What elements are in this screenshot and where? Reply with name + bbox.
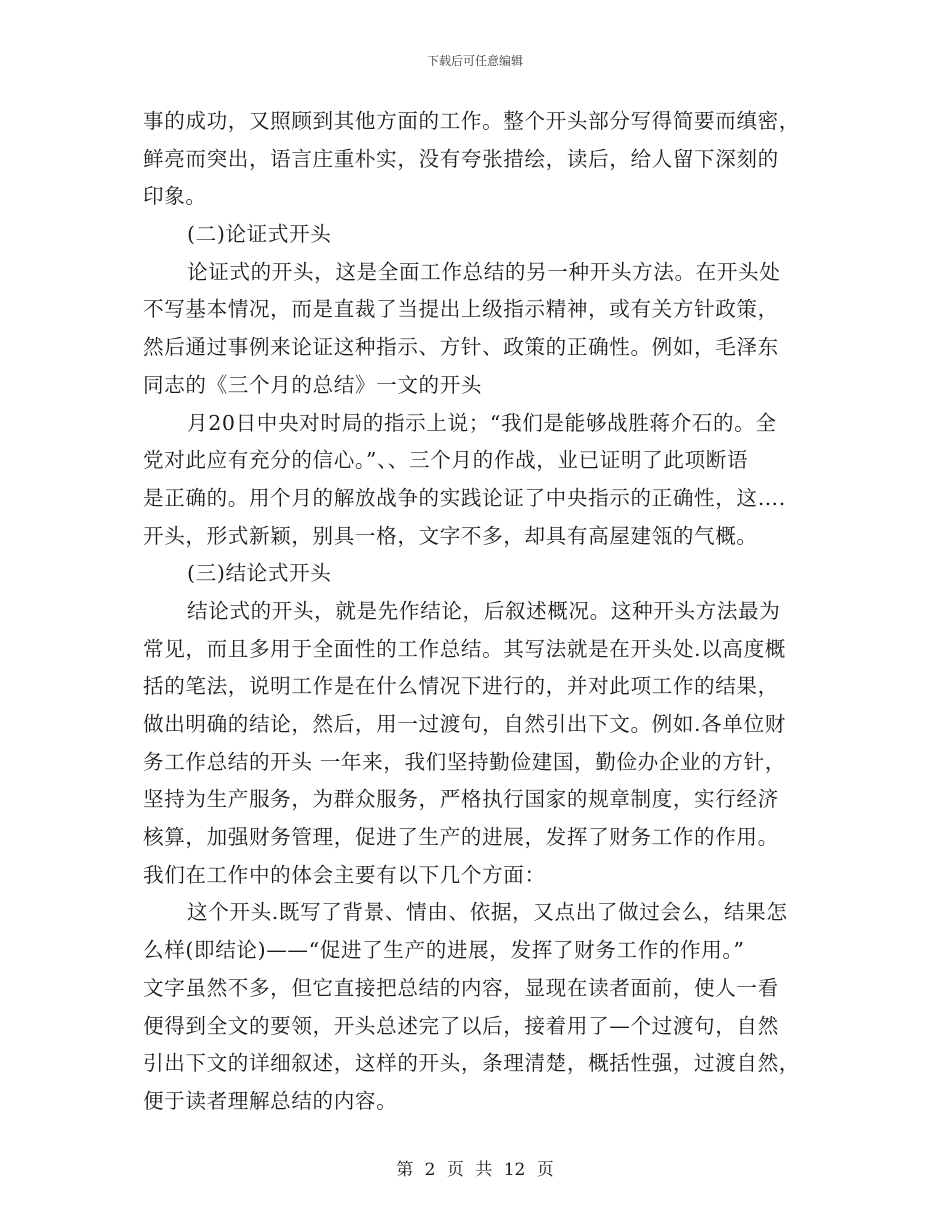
body-text [143, 103, 818, 1121]
text-line: 是正确的。用个月的解放战争的实践论证了中央指示的正确性，这…. [143, 485, 786, 510]
text-line: 不写基本情况，而是直裁了当提出上级指示精神，或有关方针政策， [143, 297, 779, 322]
text-line: 论证式的开头，这是全面工作总结的另一种开头方法。在开头处 [187, 259, 781, 284]
text-line: 我们在工作中的体会主要有以下几个方面： [143, 862, 546, 887]
text-line: 坚持为生产服务，为群众服务，严格执行国家的规章制度，实行经济 [143, 787, 779, 812]
text-line: 鲜亮而突出，语言庄重朴实，没有夸张措绘，读后，给人留下深刻的 [143, 146, 779, 171]
text-line: 这个开头.既写了背景、情由、依据，又点出了做过会么，结果怎 [187, 900, 788, 925]
text-line: 然后通过事例来论证这种指示、方针、政策的正确性。例如，毛泽东 [143, 335, 779, 360]
section-heading: (三)结论式开头 [187, 561, 332, 586]
text-line: 月20日中央对时局的指示上说；“我们是能够战胜蒋介石的。全 [187, 410, 777, 435]
text-line: 常见，而且多用于全面性的工作总结。其写法就是在开头处.以高度概 [143, 636, 786, 661]
page-number: 第 2 页 共 12 页 [396, 1160, 554, 1180]
text-line: 务工作总结的开头 一年来，我们坚持勤俭建国，勤俭办企业的方针， [143, 749, 786, 774]
text-line: 做出明确的结论，然后，用一过渡句，自然引出下文。例如.各单位财 [143, 712, 786, 736]
text-line: 印象。 [143, 184, 207, 209]
section-heading: (二)论证式开头 [187, 222, 332, 247]
text-line: 括的笔法，说明工作是在什么情况下进行的，并对此项工作的结果， [143, 674, 779, 699]
text-line: 事的成功，又照顾到其他方面的工作。整个开头部分写得简要而缜密， [143, 109, 801, 133]
text-line: 便于读者理解总结的内容。 [143, 1088, 398, 1113]
text-line: 核算，加强财务管理，促进了生产的进展，发挥了财务工作的作用。 [143, 825, 779, 850]
text-line: 么样(即结论)——“促进了生产的进展，发挥了财务工作的作用。” [143, 938, 745, 963]
text-line: 同志的《三个月的总结》一文的开头 [143, 372, 483, 397]
text-line: 党对此应有充分的信心。”、、三个月的作战，业已证明了此项断语 [143, 448, 749, 473]
text-line: 文字虽然不多，但它直接把总结的内容，显现在读者面前，使人一看 [143, 975, 779, 1000]
text-line: 结论式的开头，就是先作结论，后叙述概况。这种开头方法最为 [187, 598, 781, 623]
text-line: 引出下文的详细叙述，这样的开头，条理清楚，概括性强，过渡自然， [143, 1051, 801, 1076]
page-header: 下载后可任意编辑 [426, 54, 523, 68]
text-line: 便得到全文的要领，开头总述完了以后，接着用了—个过渡句，自然 [143, 1013, 779, 1038]
text-line: 开头，形式新颖，别具一格，文字不多，却具有高屋建瓴的气概。 [143, 523, 758, 548]
